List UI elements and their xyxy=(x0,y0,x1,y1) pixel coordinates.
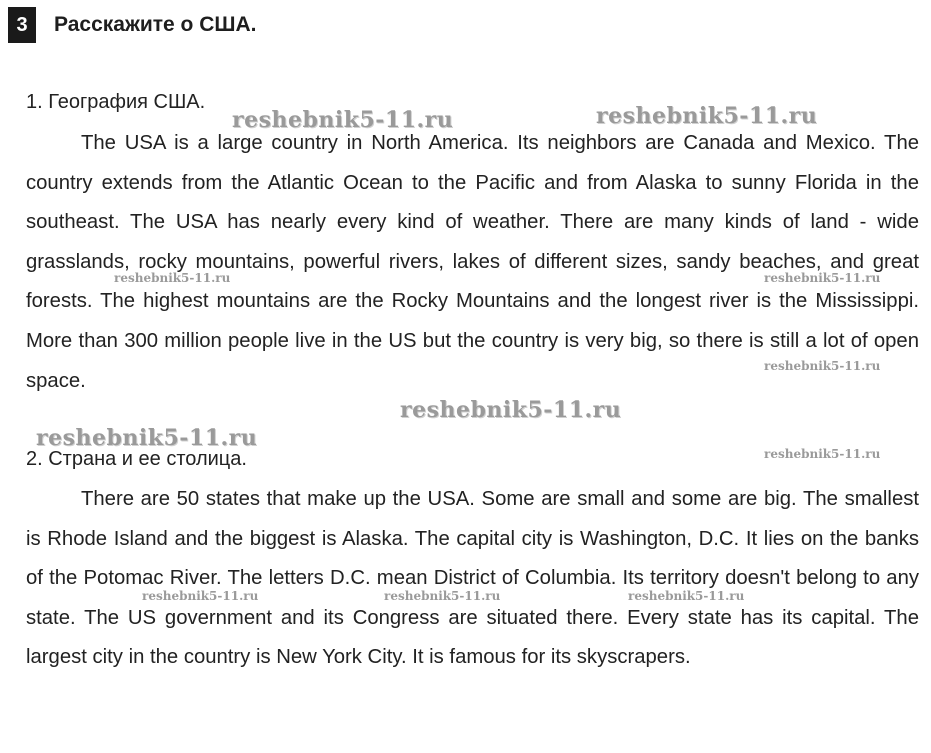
task-title: Расскажите о США. xyxy=(54,13,257,36)
section-heading-geography: 1. География США. xyxy=(26,91,206,113)
task-number-badge: 3 xyxy=(8,7,36,43)
watermark: reshebnik5-11.ru xyxy=(764,271,881,285)
watermark: reshebnik5-11.ru xyxy=(142,589,259,603)
watermark: reshebnik5-11.ru xyxy=(764,359,881,373)
watermark: reshebnik5-11.ru xyxy=(384,589,501,603)
watermark: reshebnik5-11.ru xyxy=(232,107,454,133)
section-heading-capital: 2. Страна и ее столица. xyxy=(26,448,247,470)
task-header xyxy=(8,6,256,44)
watermark: reshebnik5-11.ru xyxy=(114,271,231,285)
watermark: reshebnik5-11.ru xyxy=(36,425,258,451)
watermark: reshebnik5-11.ru xyxy=(764,447,881,461)
section-text-geography: The USA is a large country in North America. Its neighbors are Canada and Mexico. The country extends from the Atlantic Ocean to the Pacific and from Alaska to sunny Florida in the southeast. The USA has nearly every kind of weather. There are many kinds of land - wide grasslands, rocky mountains, powerful rivers, lakes of different sizes, sandy beaches, and great forests. The highest mountains are the Rocky Mountains and the longest river is the Mississippi. More than 300 million people live in the US but the country is very big, so there is still a lot of open space. xyxy=(26,132,919,392)
watermark: reshebnik5-11.ru xyxy=(628,589,745,603)
watermark: reshebnik5-11.ru xyxy=(596,103,818,129)
section-text-capital: There are 50 states that make up the USA. Some are small and some are big. The smallest is Rhode Island and the biggest is Alaska. The capital city is Washington, D.C. It lies on the banks of the Potomac River. The letters D.C. mean District of Columbia. Its territory doesn't belong to any state. The US government and its Congress are situated there. Every state has its capital. The largest city in the country is New York City. It is famous for its skyscrapers. xyxy=(26,488,919,669)
watermark: reshebnik5-11.ru xyxy=(400,397,622,423)
